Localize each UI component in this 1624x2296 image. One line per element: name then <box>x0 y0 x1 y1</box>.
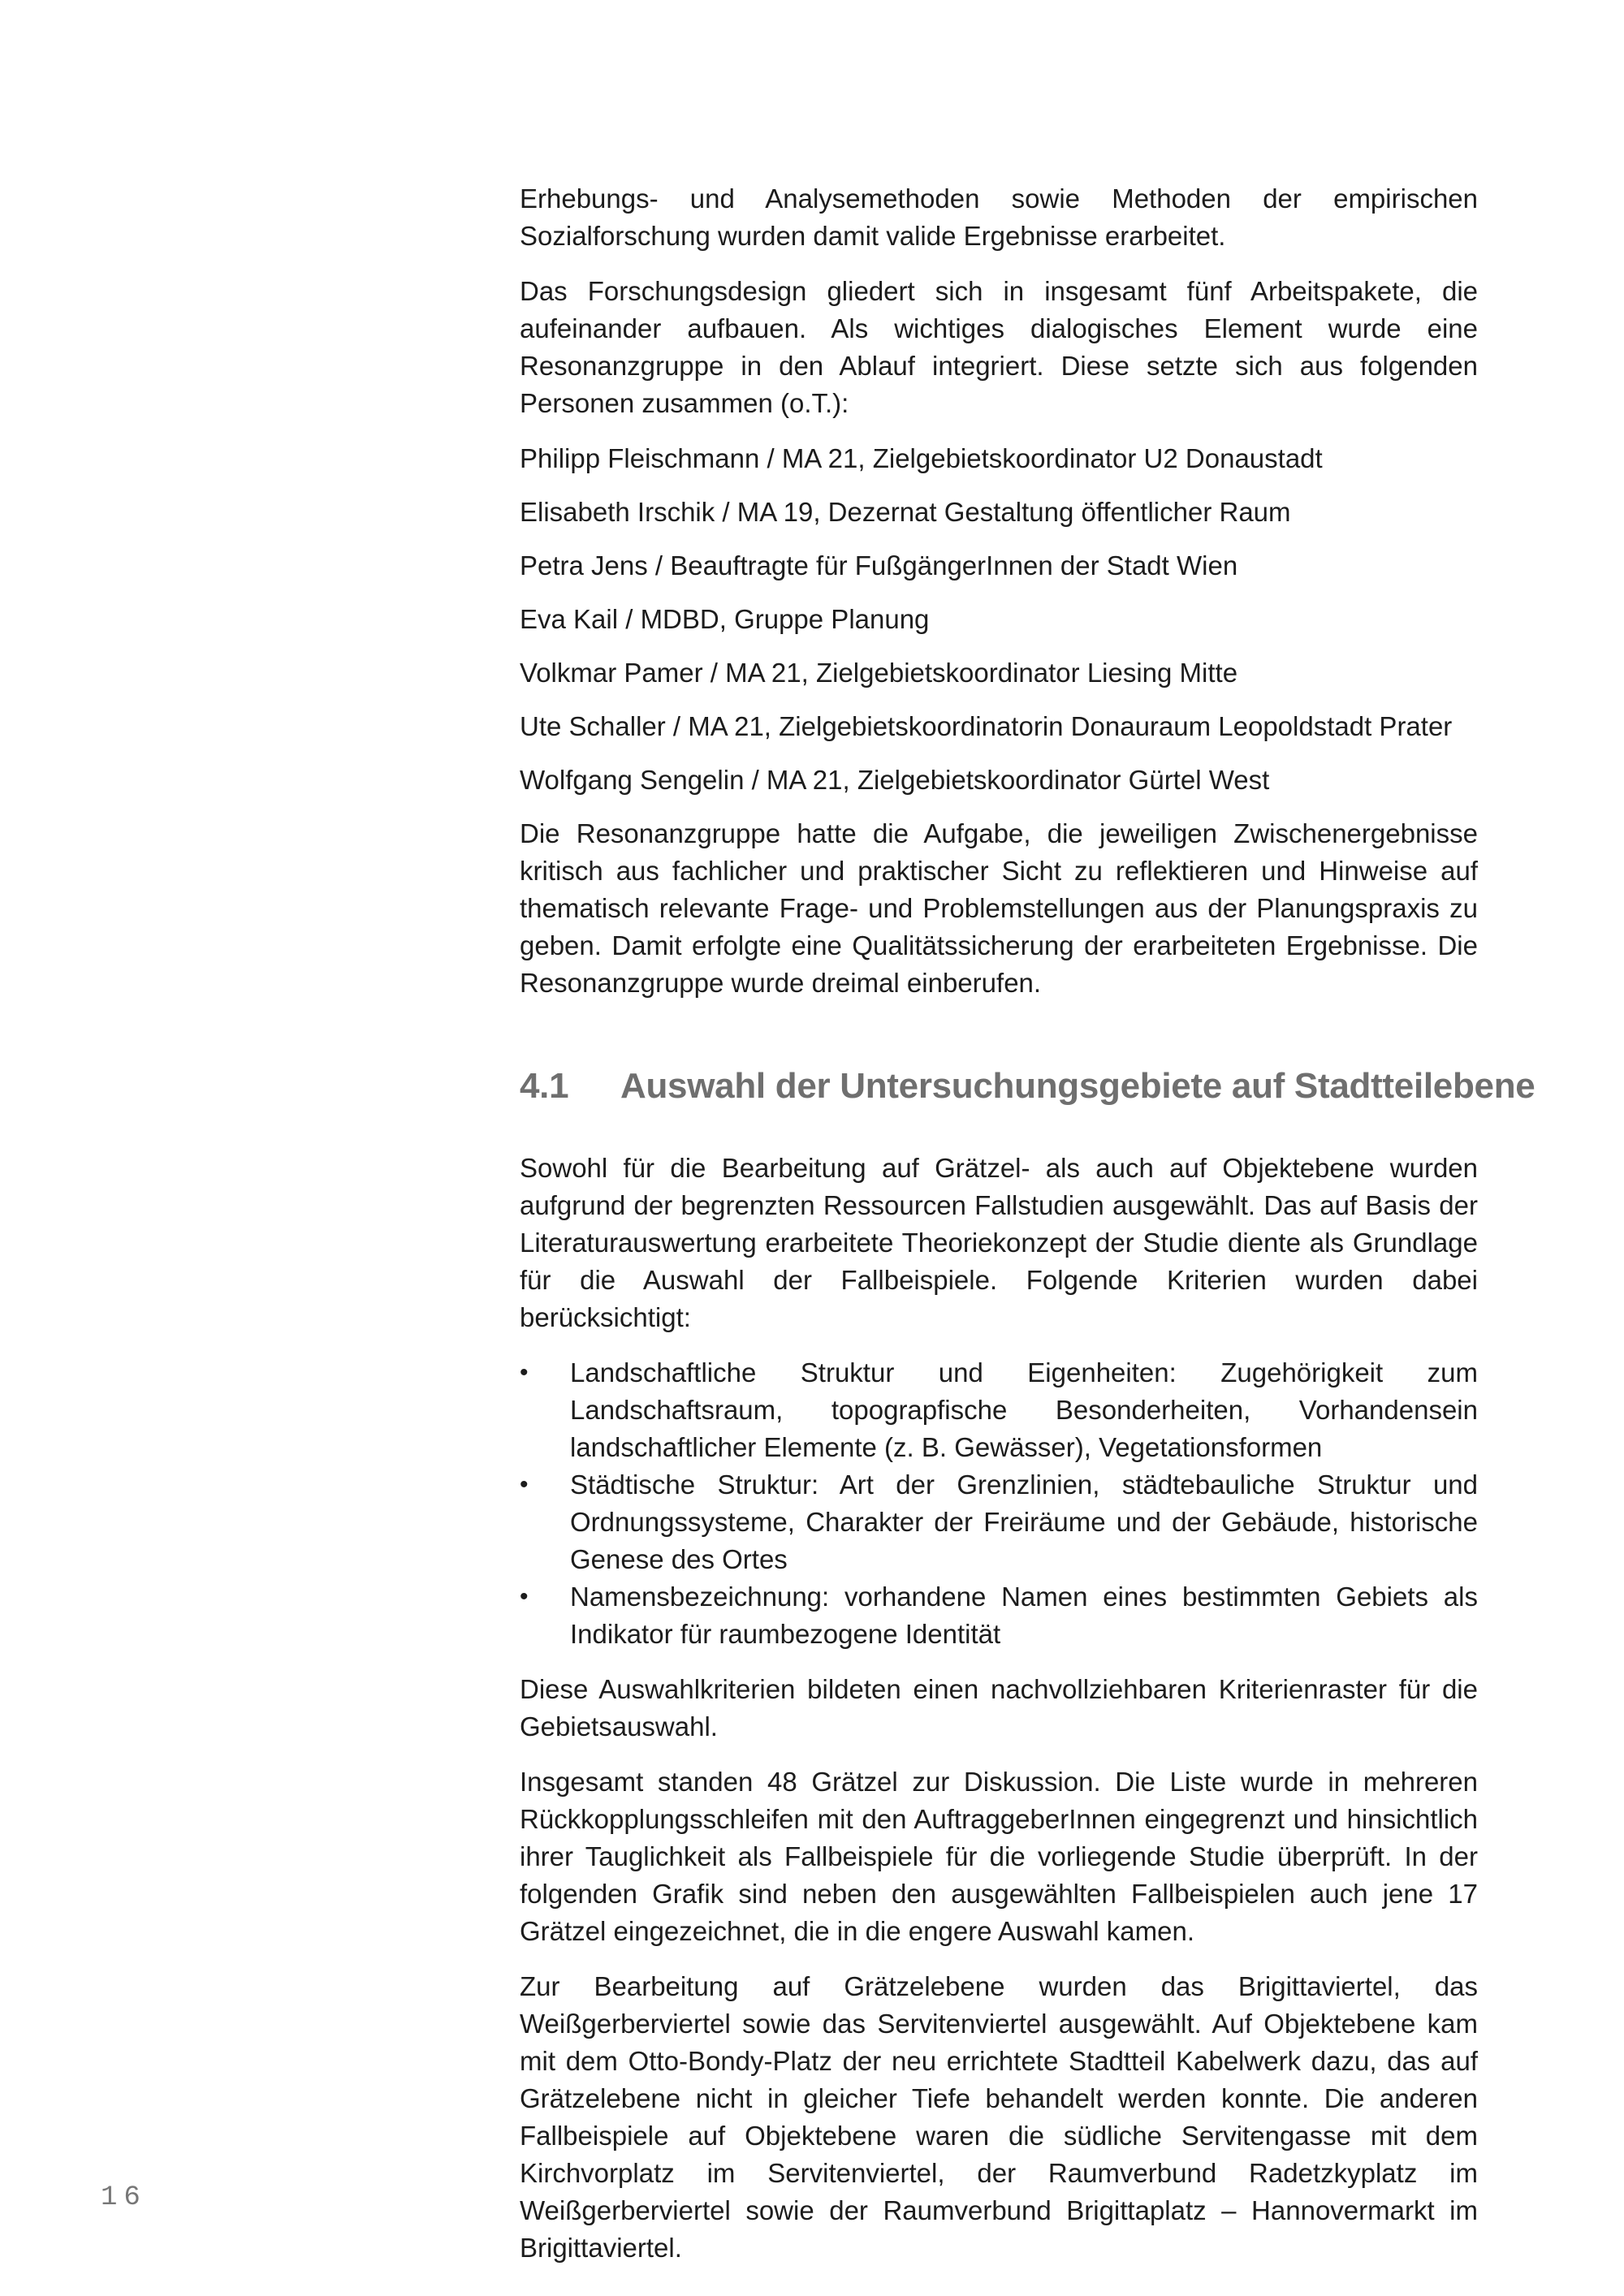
criteria-item-text: Namensbezeichnung: vorhandene Namen eines bestimmten Gebiets als Indikator für raumbezogene Identität <box>570 1582 1478 1649</box>
criteria-item-text: Landschaftliche Struktur und Eigenheiten: Zugehörigkeit zum Landschaftsraum, topograpfische Besonderheiten, Vorhandensein landschaftlicher Elemente (z. B. Gewässer), Vegetationsformen <box>570 1357 1478 1462</box>
criteria-item-landscape <box>520 1354 1478 1466</box>
text-column <box>520 180 1535 2285</box>
member-pamer: Volkmar Pamer / MA 21, Zielgebietskoordinator Liesing Mitte <box>520 658 1238 688</box>
member-sengelin: Wolfgang Sengelin / MA 21, Zielgebietskoordinator Gürtel West <box>520 765 1270 795</box>
bullet-icon: • <box>520 1359 529 1386</box>
criteria-list <box>520 1354 1478 1653</box>
member-schaller: Ute Schaller / MA 21, Zielgebietskoordinatorin Donauraum Leopoldstadt Prater <box>520 711 1453 741</box>
resonance-group-members <box>520 440 1478 799</box>
section-title: Auswahl der Untersuchungsgebiete auf Stadtteilebene <box>620 1066 1535 1106</box>
resonance-paragraph: Die Resonanzgruppe hatte die Aufgabe, die jeweiligen Zwischenergebnisse kritisch aus fachlicher und praktischer Sicht zu reflektieren und Hinweise auf thematisch relevante Frage- und Problemstellungen aus der Planungspraxis zu geben. Damit erfolgte eine Qualitätssicherung der erarbeiteten Ergebnisse. Die Resonanzgruppe wurde dreimal einberufen. <box>520 818 1478 998</box>
criteria-item-names <box>520 1578 1478 1653</box>
section-paragraph-3: Insgesamt standen 48 Grätzel zur Diskussion. Die Liste wurde in mehreren Rückkopplungsschleifen mit den AuftraggeberInnen eingegrenzt und hinsichtlich ihrer Tauglichkeit als Fallbeispiele für die vorliegende Studie überprüft. In der folgenden Grafik sind neben den ausgewählten Fallbeispielen auch jene 17 Grätzel eingezeichnet, die in die engere Auswahl kamen. <box>520 1767 1478 1946</box>
section-paragraph-1: Sowohl für die Bearbeitung auf Grätzel- als auch auf Objektebene wurden aufgrund der begrenzten Ressourcen Fallstudien ausgewählt. Das auf Basis der Literaturauswertung erarbeitete Theoriekonzept der Studie diente als Grundlage für die Auswahl der Fallbeispiele. Folgende Kriterien wurden dabei berücksichtigt: <box>520 1153 1478 1332</box>
member-fleischmann: Philipp Fleischmann / MA 21, Zielgebietskoordinator U2 Donaustadt <box>520 443 1323 473</box>
section-paragraph-4: Zur Bearbeitung auf Grätzelebene wurden das Brigittaviertel, das Weißgerberviertel sowie das Servitenviertel ausgewählt. Auf Objektebene kam mit dem Otto-Bondy-Platz der neu errichtete Stadtteil Kabelwerk dazu, das auf Grätzelebene nicht in gleicher Tiefe behandelt werden konnte. Die anderen Fallbeispiele auf Objektebene waren die südliche Servitengasse mit dem Kirchvorplatz im Servitenviertel, der Raumverbund Radetzkyplatz im Weißgerberviertel sowie der Raumverbund Brigittaplatz – Hannovermarkt im Brigittaviertel. <box>520 1971 1478 2263</box>
member-jens: Petra Jens / Beauftragte für FußgängerInnen der Stadt Wien <box>520 550 1238 580</box>
member-irschik: Elisabeth Irschik / MA 19, Dezernat Gestaltung öffentlicher Raum <box>520 497 1291 527</box>
criteria-item-urban <box>520 1466 1478 1578</box>
bullet-icon: • <box>520 1471 529 1498</box>
section-number: 4.1 <box>520 1066 569 1106</box>
criteria-item-text: Städtische Struktur: Art der Grenzlinien, städtebauliche Struktur und Ordnungssysteme, Charakter der Freiräume und der Gebäude, historische Genese des Ortes <box>570 1470 1478 1574</box>
section-paragraph-2: Diese Auswahlkriterien bildeten einen nachvollziehbaren Kriterienraster für die Gebietsauswahl. <box>520 1674 1478 1741</box>
page-number: 16 <box>101 2182 147 2213</box>
intro-paragraph-1: Erhebungs- und Analysemethoden sowie Methoden der empirischen Sozialforschung wurden damit valide Ergebnisse erarbeitet. <box>520 183 1478 251</box>
intro-paragraph-2: Das Forschungsdesign gliedert sich in insgesamt fünf Arbeitspakete, die aufeinander aufbauen. Als wichtiges dialogisches Element wurde eine Resonanzgruppe in den Ablauf integriert. Diese setzte sich aus folgenden Personen zusammen (o.T.): <box>520 276 1478 418</box>
bullet-icon: • <box>520 1583 529 1610</box>
member-kail: Eva Kail / MDBD, Gruppe Planung <box>520 604 930 634</box>
section-heading <box>520 1064 1535 1109</box>
